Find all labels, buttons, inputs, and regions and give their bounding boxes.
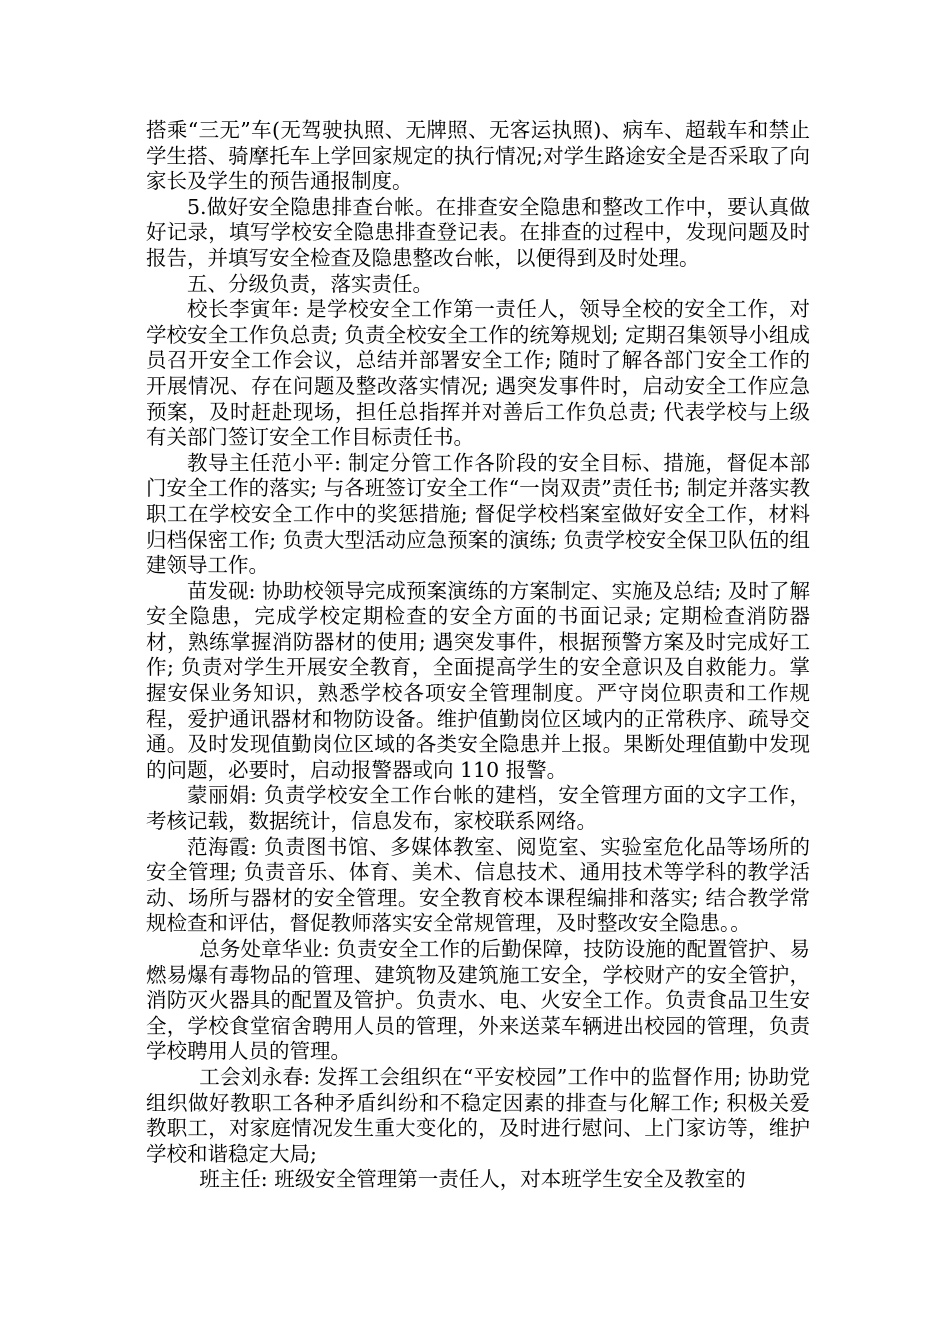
paragraph-meng-lijuan: 蒙丽娟: 负责学校安全工作台帐的建档，安全管理方面的文字工作，考核记载，数据统计，信息发布，家校联系网络。: [146, 783, 810, 834]
paragraph-class-teacher: 班主任: 班级安全管理第一责任人，对本班学生安全及教室的: [199, 1167, 746, 1192]
paragraph-fan-haixia: 范海霞: 负责图书馆、多媒体教室、阅览室、实验室危化品等场所的安全管理; 负责音乐、体育、美术、信息技术、通用技术等学科的教学活动、场所与器材的安全管理。安全教育校本课程编排和落实; 结合教学常规检查和评估，督促教师落实安全常规管理，及时整改安全隐患。。: [146, 834, 810, 936]
paragraph-hazard-ledger: 5.做好安全隐患排查台帐。在排查安全隐患和整改工作中，要认真做好记录，填写学校安全隐患排查登记表。在排查的过程中，发现问题及时报告，并填写安全检查及隐患整改台帐，以便得到及时处理。: [146, 194, 810, 270]
paragraph-labor-union: 工会刘永春: 发挥工会组织在“平安校园”工作中的监督作用; 协助党组织做好教职工各种矛盾纠纷和不稳定因素的排查与化解工作; 积极关爱教职工，对家庭情况发生重大变化的，及时进行慰问、上门家访等，维护学校和谐稳定大局;: [146, 1064, 810, 1166]
paragraph-teaching-director: 教导主任范小平: 制定分管工作各阶段的安全目标、措施，督促本部门安全工作的落实; 与各班签订安全工作“一岗双责”责任书; 制定并落实教职工在学校安全工作中的奖惩措施; 督促学校档案室做好安全工作，材料归档保密工作; 负责大型活动应急预案的演练; 负责学校安全保卫队伍的组建领导工作。: [146, 450, 810, 578]
paragraph-principal: 校长李寅年: 是学校安全工作第一责任人，领导全校的安全工作，对学校安全工作负总责; 负责全校安全工作的统筹规划; 定期召集领导小组成员召开安全工作会议，总结并部署安全工作; 随时了解各部门安全工作的开展情况、存在问题及整改落实情况; 遇突发事件时，启动安全工作应急预案，及时赶赴现场，担任总指挥并对善后工作负总责; 代表学校与上级有关部门签订安全工作目标责任书。: [146, 297, 810, 450]
paragraph-miao-fayan: 苗发砚: 协助校领导完成预案演练的方案制定、实施及总结; 及时了解安全隐患，完成学校定期检查的安全方面的书面记录; 定期检查消防器材，熟练掌握消防器材的使用; 遇突发事件，根据预警方案及时完成好工作; 负责对学生开展安全教育，全面提高学生的安全意识及自救能力。掌握安保业务知识，熟悉学校各项安全管理制度。严守岗位职责和工作规程，爱护通讯器材和物防设备。维护值勤岗位区域内的正常秩序、疏导交通。及时发现值勤岗位区域的各类安全隐患并上报。果断处理值勤中发现的问题，必要时，启动报警器或向 110 报警。: [146, 578, 810, 782]
section-heading-responsibility: 五、分级负责，落实责任。: [187, 271, 433, 296]
paragraph-general-affairs: 总务处章华业: 负责安全工作的后勤保障，技防设施的配置管护、易燃易爆有毒物品的管理、建筑物及建筑施工安全，学校财产的安全管护，消防灭火器具的配置及管护。负责水、电、火安全工作。负责食品卫生安全，学校食堂宿舍聘用人员的管理，外来送菜车辆进出校园的管理，负责学校聘用人员的管理。: [146, 937, 810, 1064]
paragraph-transport-rules: 搭乘“三无”车(无驾驶执照、无牌照、无客运执照)、病车、超载车和禁止学生搭、骑摩托车上学回家规定的执行情况;对学生路途安全是否采取了向家长及学生的预告通报制度。: [146, 118, 810, 194]
document-page: [146, 118, 810, 1193]
